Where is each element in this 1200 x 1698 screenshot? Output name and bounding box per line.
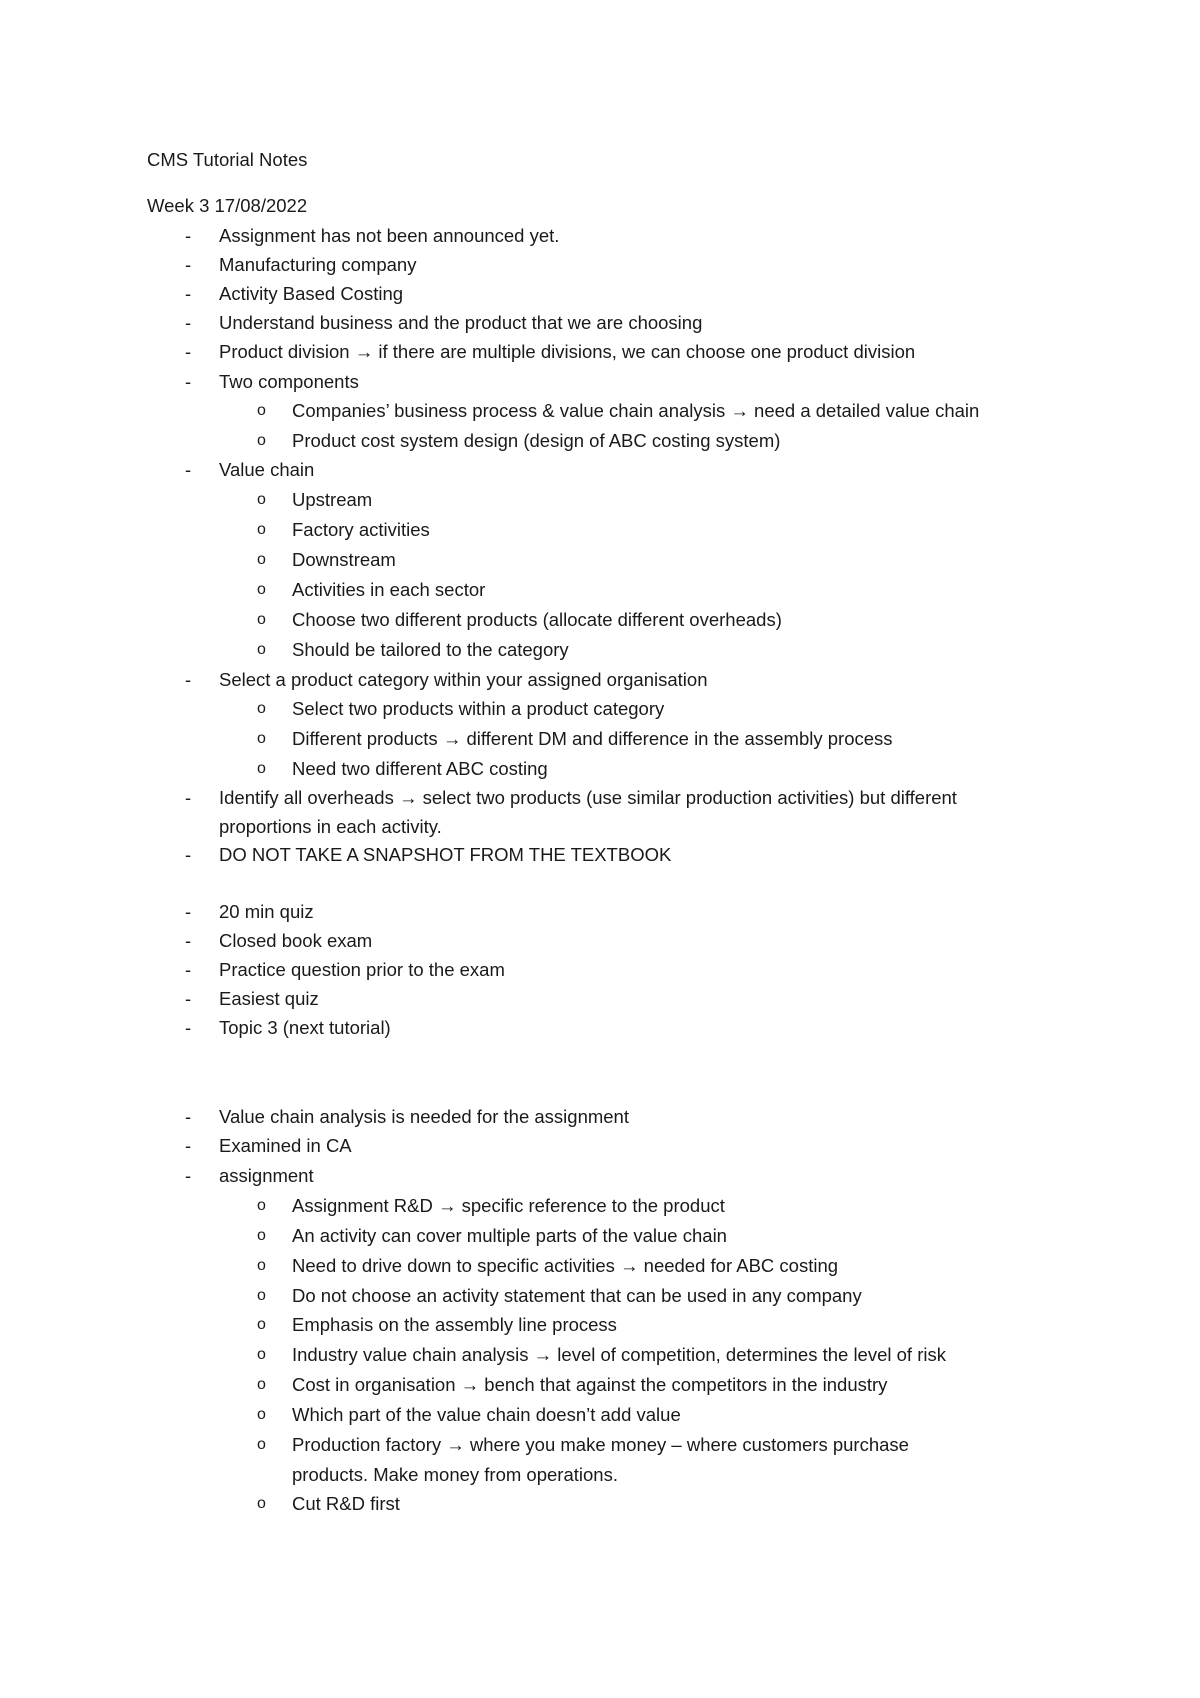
- circle-bullet: o: [257, 432, 266, 449]
- list-item-text: assignment: [219, 1165, 314, 1186]
- circle-bullet: o: [257, 1287, 266, 1304]
- list-item-text: Easiest quiz: [219, 988, 319, 1009]
- dash-bullet: -: [185, 930, 192, 951]
- circle-bullet: o: [257, 1376, 266, 1393]
- list-item-text: Companies’ business process & value chain analysis → need a detailed value chain: [292, 400, 980, 421]
- document-title: CMS Tutorial Notes: [147, 149, 308, 170]
- circle-bullet: o: [257, 1257, 266, 1274]
- list-item-text: Identify all overheads → select two products (use similar production activities) but different: [219, 787, 957, 808]
- dash-bullet: -: [185, 669, 192, 690]
- list-item-text: Examined in CA: [219, 1135, 352, 1156]
- list-item-text: Value chain: [219, 459, 315, 480]
- dash-bullet: -: [185, 959, 192, 980]
- list-item-text: Product division → if there are multiple divisions, we can choose one product division: [219, 341, 916, 362]
- list-item-text: Downstream: [292, 549, 396, 570]
- circle-bullet: o: [257, 611, 266, 628]
- list-item-text: Choose two different products (allocate different overheads): [292, 609, 782, 630]
- circle-bullet: o: [257, 402, 266, 419]
- circle-bullet: o: [257, 1495, 266, 1512]
- circle-bullet: o: [257, 1406, 266, 1423]
- document-subtitle: Week 3 17/08/2022: [147, 195, 308, 216]
- circle-bullet: o: [257, 521, 266, 538]
- circle-bullet: o: [257, 700, 266, 717]
- circle-bullet: o: [257, 581, 266, 598]
- list-item-text: Assignment has not been announced yet.: [219, 225, 560, 246]
- list-item-text: Cut R&D first: [292, 1493, 400, 1514]
- list-item-text: Upstream: [292, 489, 373, 510]
- list-item-text: An activity can cover multiple parts of the value chain: [292, 1225, 727, 1246]
- list-item-text: proportions in each activity.: [219, 816, 442, 837]
- dash-bullet: -: [185, 459, 192, 480]
- dash-bullet: -: [185, 254, 192, 275]
- circle-bullet: o: [257, 1316, 266, 1333]
- list-item-text: Practice question prior to the exam: [219, 959, 505, 980]
- list-item-text: Should be tailored to the category: [292, 639, 569, 660]
- dash-bullet: -: [185, 1135, 192, 1156]
- list-item-text: Cost in organisation → bench that against the competitors in the industry: [292, 1374, 888, 1395]
- circle-bullet: o: [257, 1227, 266, 1244]
- list-item-text: Activity Based Costing: [219, 283, 404, 304]
- list-item-text: 20 min quiz: [219, 901, 314, 922]
- list-item-text: Two components: [219, 371, 359, 392]
- list-item-text: Manufacturing company: [219, 254, 417, 275]
- circle-bullet: o: [257, 491, 266, 508]
- list-item-text: Activities in each sector: [292, 579, 486, 600]
- list-item-text: Need two different ABC costing: [292, 758, 548, 779]
- circle-bullet: o: [257, 1346, 266, 1363]
- dash-bullet: -: [185, 1106, 192, 1127]
- dash-bullet: -: [185, 341, 192, 362]
- list-item-text: Do not choose an activity statement that can be used in any company: [292, 1285, 862, 1306]
- list-item-text: products. Make money from operations.: [292, 1464, 618, 1485]
- list-item-text: Emphasis on the assembly line process: [292, 1314, 617, 1335]
- list-item-text: Understand business and the product that we are choosing: [219, 312, 703, 333]
- circle-bullet: o: [257, 760, 266, 777]
- dash-bullet: -: [185, 225, 192, 246]
- dash-bullet: -: [185, 283, 192, 304]
- list-item-text: Value chain analysis is needed for the assignment: [219, 1106, 629, 1127]
- dash-bullet: -: [185, 312, 192, 333]
- list-item-text: Factory activities: [292, 519, 430, 540]
- list-item-text: Production factory → where you make money – where customers purchase: [292, 1434, 909, 1455]
- list-item-text: Need to drive down to specific activities → needed for ABC costing: [292, 1255, 839, 1276]
- list-item-text: Industry value chain analysis → level of competition, determines the level of risk: [292, 1344, 946, 1365]
- list-item-text: DO NOT TAKE A SNAPSHOT FROM THE TEXTBOOK: [219, 844, 672, 865]
- list-item-text: Assignment R&D → specific reference to the product: [292, 1195, 725, 1216]
- dash-bullet: -: [185, 371, 192, 392]
- dash-bullet: -: [185, 988, 192, 1009]
- dash-bullet: -: [185, 1165, 192, 1186]
- list-item-text: Select two products within a product category: [292, 698, 665, 719]
- dash-bullet: -: [185, 1017, 192, 1038]
- list-item-text: Different products → different DM and difference in the assembly process: [292, 728, 893, 749]
- list-item-text: Topic 3 (next tutorial): [219, 1017, 391, 1038]
- circle-bullet: o: [257, 1197, 266, 1214]
- dash-bullet: -: [185, 787, 192, 808]
- list-item-text: Which part of the value chain doesn’t add value: [292, 1404, 681, 1425]
- dash-bullet: -: [185, 901, 192, 922]
- circle-bullet: o: [257, 641, 266, 658]
- list-item-text: Select a product category within your assigned organisation: [219, 669, 708, 690]
- circle-bullet: o: [257, 551, 266, 568]
- circle-bullet: o: [257, 730, 266, 747]
- circle-bullet: o: [257, 1436, 266, 1453]
- dash-bullet: -: [185, 844, 192, 865]
- list-item-text: Closed book exam: [219, 930, 373, 951]
- list-item-text: Product cost system design (design of ABC costing system): [292, 430, 781, 451]
